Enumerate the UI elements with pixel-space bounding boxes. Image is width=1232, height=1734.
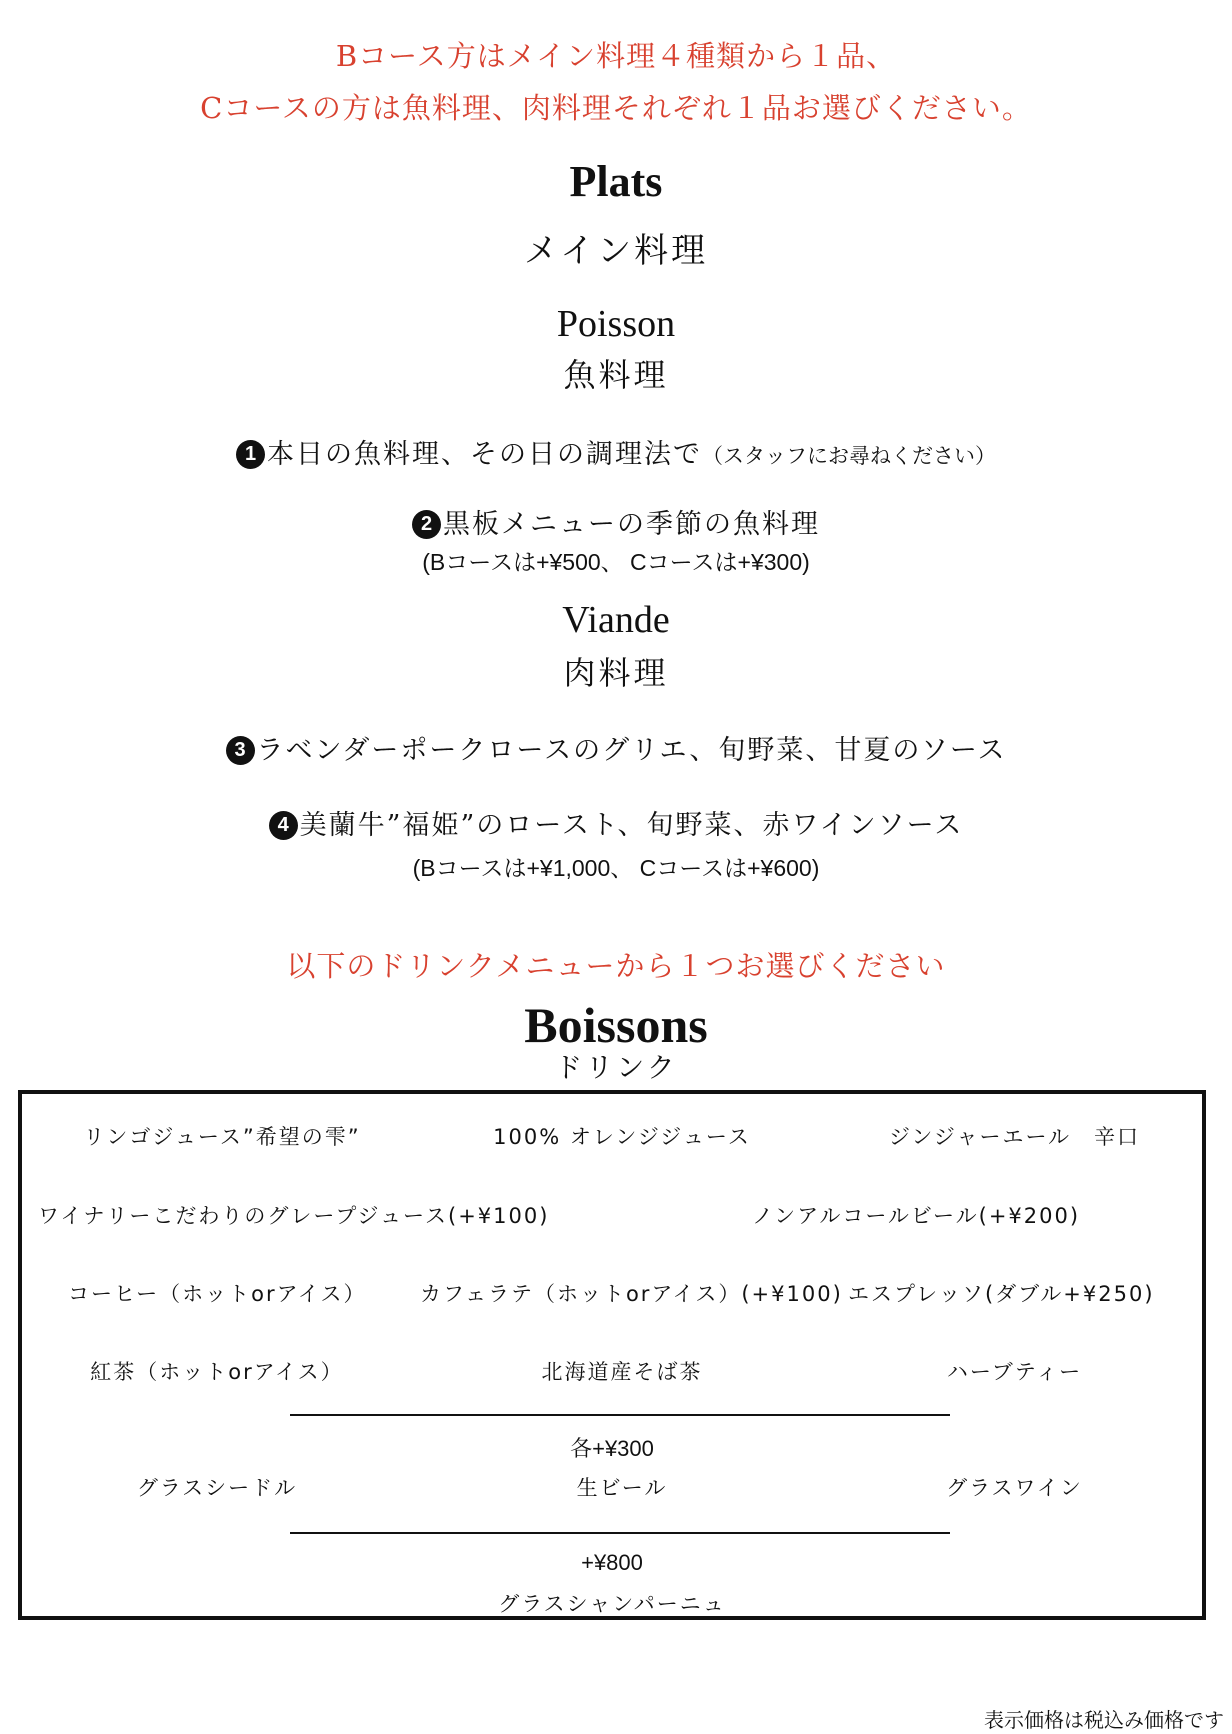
drink-coffee: コーヒー（ホットorアイス）	[68, 1282, 367, 1306]
divider-1	[290, 1414, 950, 1416]
divider-2	[290, 1532, 950, 1534]
menu-item-4-price: (Bコースは+¥1,000、 Cコースは+¥600)	[412, 855, 820, 881]
course-notice-line1: Bコース方はメイン料理４種類から１品、	[335, 39, 897, 73]
drink-glass-wine: グラスワイン	[946, 1476, 1083, 1500]
plats-subtitle: メイン料理	[523, 231, 709, 271]
drink-menu-box	[18, 1090, 1206, 1620]
drink-apple-juice: リンゴジュース”希望の雫”	[83, 1125, 361, 1149]
poisson-subtitle: 魚料理	[563, 356, 669, 394]
drink-notice: 以下のドリンクメニューから１つお選びください	[286, 949, 946, 983]
drink-espresso: エスプレッソ(ダブル+¥250)	[848, 1282, 1155, 1306]
number-badge-4: 4	[269, 811, 298, 840]
menu-item-1-text: 本日の魚料理、その日の調理法で	[267, 439, 702, 470]
tax-included-note: 表示価格は税込み価格です	[984, 1708, 1224, 1732]
menu-item-1-note: （スタッフにお尋ねください）	[702, 444, 996, 468]
menu-item-3	[0, 728, 1232, 767]
menu-item-2-text: 黒板メニューの季節の魚料理	[443, 509, 820, 540]
drink-glass-cidre: グラスシードル	[136, 1476, 298, 1500]
drink-soba-tea: 北海道産そば茶	[541, 1360, 703, 1384]
poisson-title: Poisson	[556, 303, 676, 345]
menu-item-1	[0, 432, 1232, 471]
number-badge-1: 1	[236, 440, 265, 469]
number-badge-3: 3	[226, 736, 255, 765]
drink-glass-champagne: グラスシャンパーニュ	[498, 1592, 726, 1616]
menu-item-2-price: (Bコースは+¥500、 Cコースは+¥300)	[422, 549, 810, 575]
drink-herb-tea: ハーブティー	[946, 1360, 1083, 1384]
boissons-title: Boissons	[524, 997, 708, 1053]
plats-title: Plats	[569, 157, 663, 206]
drink-tea: 紅茶（ホットorアイス）	[90, 1360, 344, 1384]
drink-orange-juice: 100% オレンジジュース	[493, 1125, 751, 1149]
drink-ginger-ale: ジンジャーエール 辛口	[888, 1125, 1141, 1149]
drink-nonalcohol-beer: ノンアルコールビール(+¥200)	[752, 1204, 1081, 1228]
boissons-subtitle: ドリンク	[554, 1051, 678, 1084]
course-notice-line2: Cコースの方は魚料理、肉料理それぞれ１品お選びください。	[200, 91, 1032, 125]
menu-item-4-text: 美蘭牛”福姫”のロースト、旬野菜、赤ワインソース	[299, 810, 964, 841]
viande-subtitle: 肉料理	[563, 654, 669, 692]
menu-item-2	[0, 502, 1232, 541]
menu-item-3-text: ラベンダーポークロースのグリエ、旬野菜、甘夏のソース	[256, 735, 1007, 766]
number-badge-2: 2	[412, 510, 441, 539]
group2-price: +¥800	[581, 1550, 643, 1575]
drink-draft-beer: 生ビール	[576, 1476, 668, 1500]
drink-grape-juice: ワイナリーこだわりのグレープジュース(+¥100)	[38, 1204, 550, 1228]
group1-price: 各+¥300	[570, 1436, 654, 1461]
drink-cafe-latte: カフェラテ（ホットorアイス）(+¥100)	[420, 1282, 843, 1306]
menu-item-4	[0, 803, 1232, 842]
viande-title: Viande	[562, 599, 670, 641]
